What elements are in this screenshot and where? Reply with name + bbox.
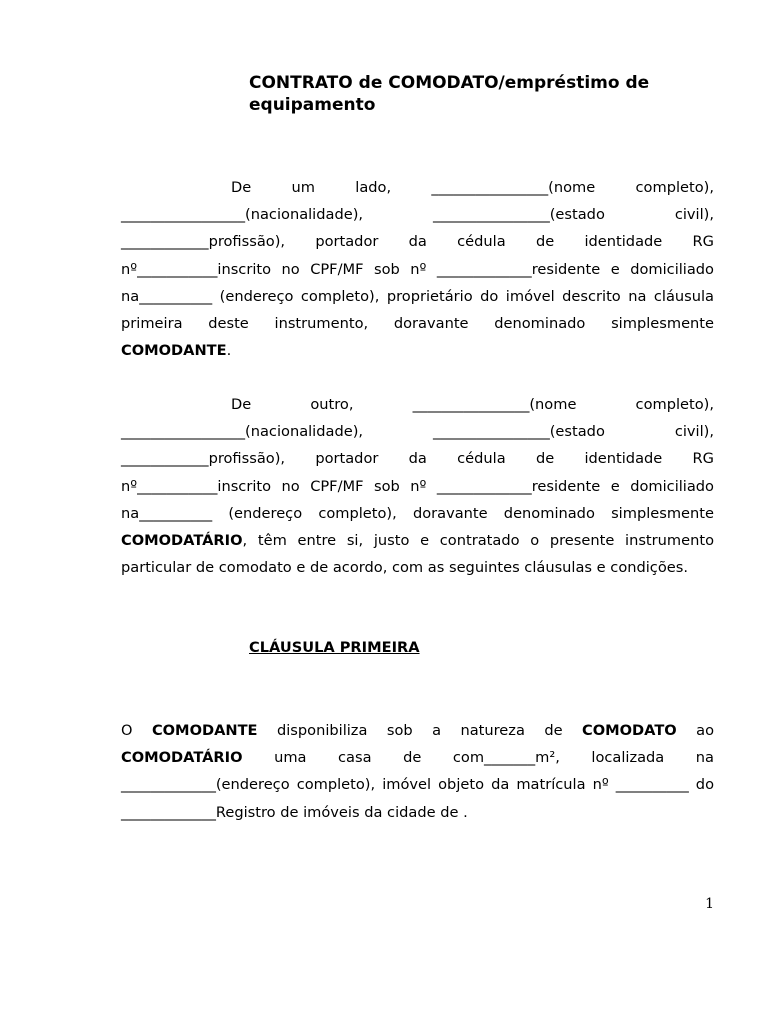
paragraph-text: De um lado, ________________(nome completo), _________________(nacionalidade), ________________(estado civil), ____________profissão), portador da cédula de identidade RG nº___________inscrito no CPF/MF sob nº _____________residente e domiciliado na__________ (endereço completo), proprietário do imóvel descrito na cláusula primeira deste instrumento, doravante denominado simplesmente xyxy=(121,179,714,333)
term-comodante: COMODANTE xyxy=(121,342,227,360)
term-comodatario: COMODATÁRIO xyxy=(121,532,243,550)
clause-heading: CLÁUSULA PRIMEIRA xyxy=(249,639,420,656)
term-comodato: COMODATO xyxy=(582,722,677,739)
page-number: 1 xyxy=(705,896,714,912)
paragraph-comodante-party xyxy=(121,174,714,364)
paragraph-text: O xyxy=(121,722,152,739)
paragraph-text: uma casa de com_______m², localizada na _____________(endereço completo), imóvel objeto da matrícula nº __________ do _____________Registro de imóveis da cidade de . xyxy=(121,749,714,821)
paragraph-clause-one xyxy=(121,717,714,826)
term-comodatario: COMODATÁRIO xyxy=(121,749,243,767)
paragraph-comodatario-party xyxy=(121,391,714,581)
paragraph-text: , têm entre si, justo e contratado o presente instrumento particular de comodato e de acordo, com as seguintes cláusulas e condições. xyxy=(121,532,714,577)
paragraph-text: disponibiliza sob a natureza de xyxy=(257,722,582,739)
document-title: CONTRATO de COMODATO/empréstimo de equipamento xyxy=(249,73,650,115)
paragraph-text: . xyxy=(226,342,232,360)
term-comodante: COMODANTE xyxy=(151,722,258,739)
paragraph-text: De outro, ________________(nome completo), _________________(nacionalidade), ________________(estado civil), ____________profissão), portador da cédula de identidade RG nº___________inscrito no CPF/MF sob nº _____________residente e domiciliado na__________ (endereço completo), doravante denominado simplesmente xyxy=(121,396,714,522)
paragraph-text: ao xyxy=(676,722,714,739)
